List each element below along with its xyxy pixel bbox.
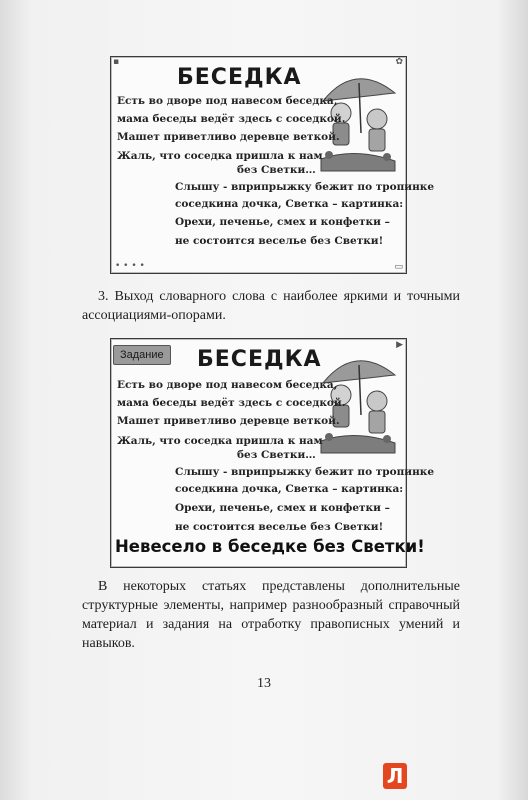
- poem-line: Орехи, печенье, смех и конфетки –: [175, 216, 390, 228]
- play-arrow-icon: ▶: [396, 340, 403, 350]
- task-tab: Задание: [113, 345, 171, 365]
- poem-line: Жаль, что соседка пришла к нам: [117, 435, 323, 447]
- paragraph-text: 3. Выход словарного слова с наиболее яркими и точными ассоциациями-опорами.: [82, 289, 460, 323]
- flower-icon: ✿: [395, 57, 403, 67]
- paragraph-step-3: [82, 287, 460, 325]
- slide-title: БЕСЕДКА: [197, 347, 322, 372]
- slide-besedka-1: [110, 56, 435, 274]
- page-number: 13: [257, 676, 271, 691]
- poem-line: не состоится веселье без Светки!: [175, 521, 384, 533]
- paragraph-structure: [82, 577, 460, 653]
- poem-line: Есть во дворе под навесом беседка,: [117, 379, 338, 391]
- poem-line: мама беседы ведёт здесь с соседкой.: [117, 397, 346, 409]
- labirint-logo: Л: [383, 763, 407, 789]
- menu-button-icon: ▭: [394, 262, 403, 272]
- poem-line: не состоится веселье без Светки!: [175, 235, 384, 247]
- slide-title: БЕСЕДКА: [177, 65, 302, 90]
- poem-line: мама беседы ведёт здесь с соседкой.: [117, 113, 346, 125]
- paragraph-text: В некоторых статьях представлены дополнительные структурные элементы, например разнообразный справочный материал и задания на отработку правописных умений и навыков.: [82, 579, 460, 651]
- poem-line: Орехи, печенье, смех и конфетки –: [175, 502, 390, 514]
- poem-line: Жаль, что соседка пришла к нам: [117, 150, 323, 162]
- poem-line: соседкина дочка, Светка – картинка:: [175, 198, 404, 210]
- poem-line: без Светки…: [237, 164, 316, 176]
- poem-line: Машет приветливо деревце веткой.: [117, 415, 340, 427]
- poem-line: Машет приветливо деревце веткой.: [117, 131, 340, 143]
- nav-dots-icon: • • • •: [115, 261, 145, 271]
- poem-line: Слышу - вприпрыжку бежит по тропинке: [175, 466, 435, 478]
- slide-besedka-2: [110, 338, 435, 568]
- poem-line: Слышу - вприпрыжку бежит по тропинке: [175, 181, 435, 193]
- task-phrase: Невесело в беседке без Светки!: [115, 537, 425, 556]
- menu-corner-icon: ▪: [113, 57, 120, 67]
- poem-line: соседкина дочка, Светка – картинка:: [175, 483, 404, 495]
- poem-line: без Светки…: [237, 449, 316, 461]
- poem-line: Есть во дворе под навесом беседка,: [117, 95, 338, 107]
